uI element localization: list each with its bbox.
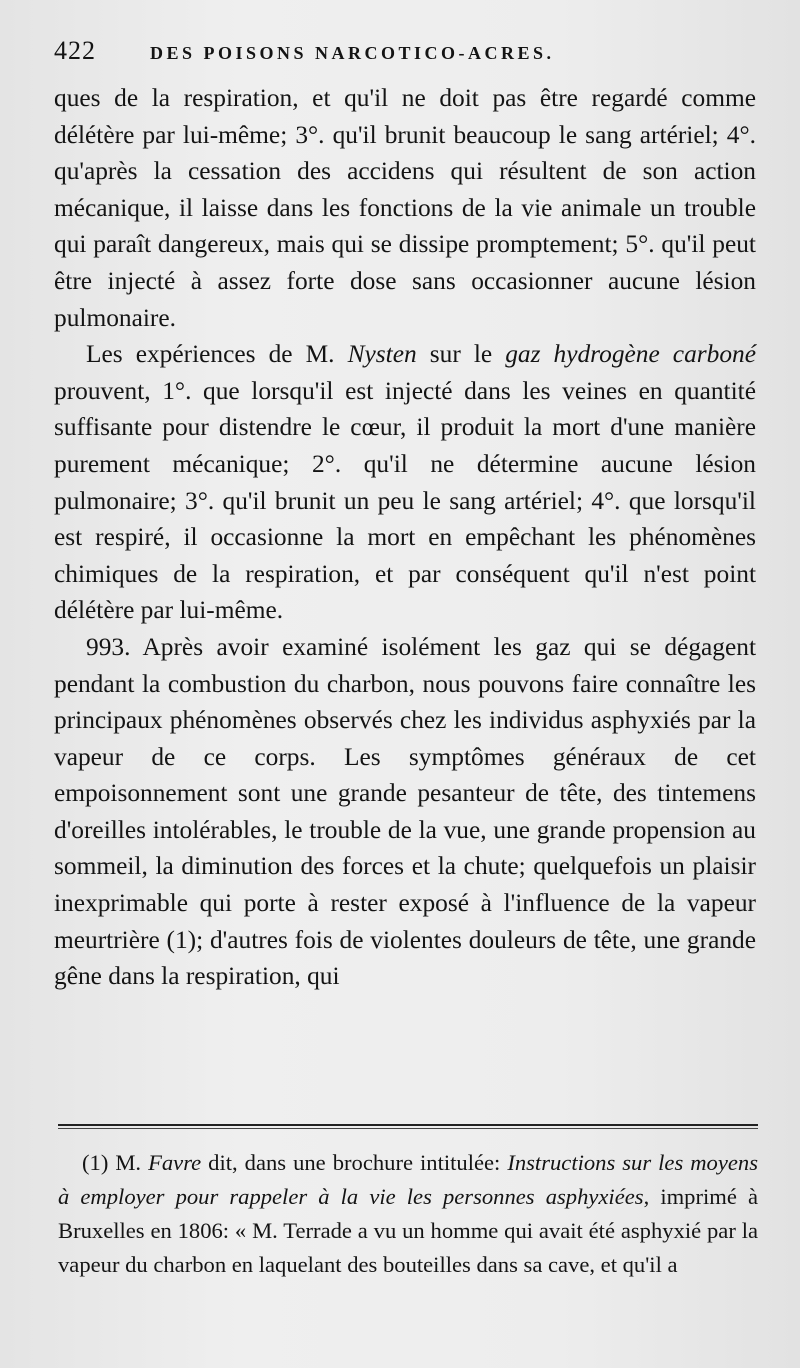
paragraph-2-text-b: sur le: [416, 340, 506, 369]
paragraph-1: ques de la respiration, et qu'il ne doit pas être regardé comme délétère par lui-même; 3°. qu'il brunit beaucoup le sang artériel; 4°. qu'après la cessation des accidens qui résultent de son action mécanique, il laisse dans les fonctions de la vie animale un trouble qui paraît dangereux, mais qui se dissipe promptement; 5°. qu'il peut être injecté à assez forte dose sans occasionner aucune lésion pulmonaire.: [54, 84, 756, 332]
paragraph-3: 993. Après avoir examiné isolément les gaz qui se dégagent pendant la combustion du charbon, nous pouvons faire connaître les principaux phénomènes observés chez les individus asphyxiés par la vapeur de ce corps. Les symptômes généraux de cet empoisonnement sont une grande pesanteur de tête, des tintemens d'oreilles intolérables, le trouble de la vue, une grande propension au sommeil, la diminution des forces et la chute; quelquefois un plaisir inexprimable qui porte à rester exposé à l'influence de la vapeur meurtrière (1); d'autres fois de violentes douleurs de tête, une grande gêne dans la respiration, qui: [54, 632, 756, 991]
brochure-title: Instructions sur les moyens à employer pour rappeler à la vie les personnes asphyxiées: [58, 1150, 758, 1209]
paragraph-2-text-a: Les expériences de M.: [86, 340, 348, 369]
paragraph-2-text-c: prouvent, 1°. que lorsqu'il est injecté dans les veines en quantité suffisante pour distendre le cœur, il produit la mort d'une manière purement mécanique; 2°. qu'il ne détermine aucune lésion pulmonaire; 3°. qu'il brunit un peu le sang artériel; 4°. que lorsqu'il est respiré, il occasionne la mort en empêchant les phénomènes chimiques de la respiration, et par conséquent qu'il n'est point délétère par lui-même.: [54, 376, 756, 625]
footnote-text-a: (1) M.: [82, 1150, 149, 1175]
page-number: 422: [54, 36, 96, 65]
running-head: DES POISONS NARCOTICO-ACRES.: [150, 43, 555, 63]
footnote-1: [58, 1146, 758, 1282]
author-name-favre: Favre: [148, 1150, 202, 1175]
footnote-text-c: , imprimé à Bruxelles en 1806: « M. Terrade a vu un homme qui avait été asphyxié par la vapeur du charbon en laquelant des bouteilles dans sa cave, et qu'il a: [58, 1184, 758, 1277]
gas-name: gaz hydrogène carboné: [505, 340, 756, 369]
page-header: [54, 36, 756, 76]
footnotes: [58, 1146, 758, 1282]
footnote-divider: [58, 1124, 758, 1129]
footnote-text-b: dit, dans une brochure intitulée:: [201, 1150, 508, 1175]
paragraph-2: [54, 336, 756, 629]
body-text: [54, 80, 756, 995]
author-name-nysten: Nysten: [347, 340, 417, 369]
